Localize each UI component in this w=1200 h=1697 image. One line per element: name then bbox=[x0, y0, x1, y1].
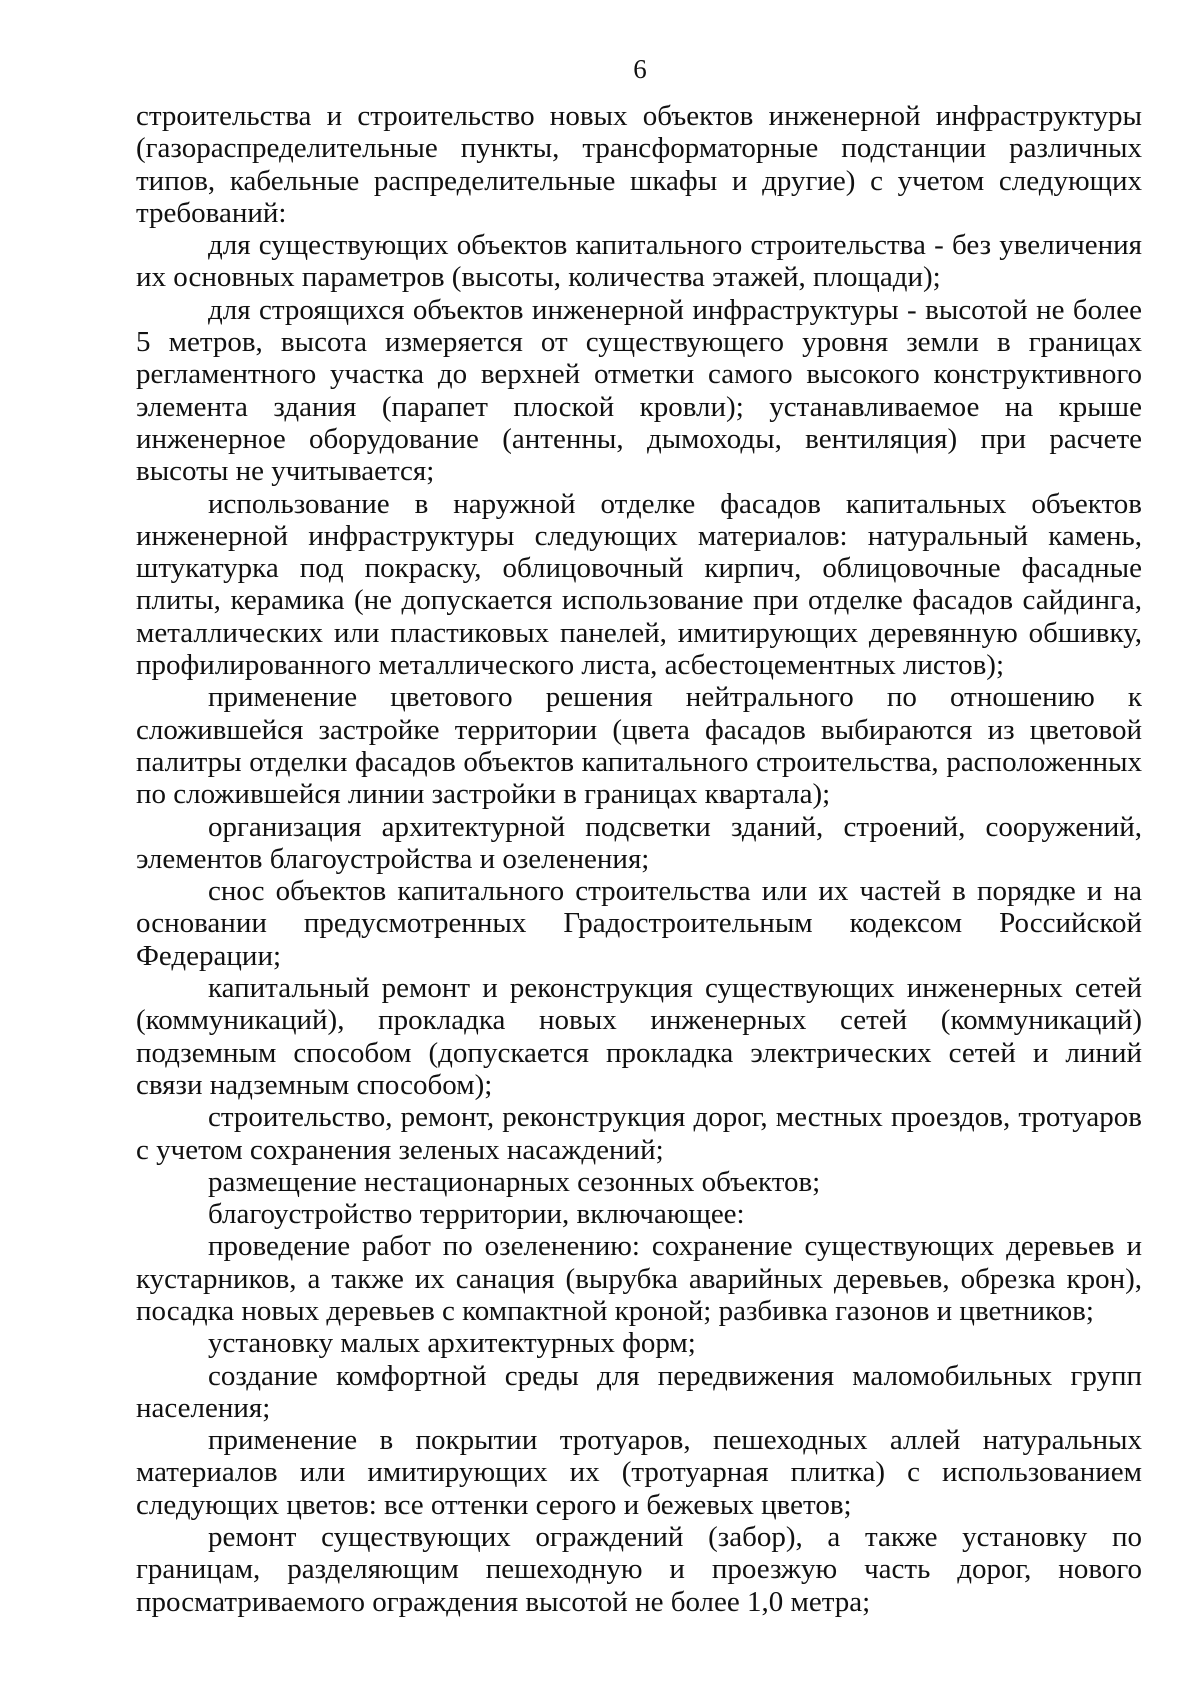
page-number: 6 bbox=[633, 54, 647, 84]
paragraph-fences: ремонт существующих ограждений (забор), а также установку по границам, разделяющим пешеходную и проезжую часть дорог, нового просматриваемого ограждения высотой не более 1,0 метра; bbox=[136, 1521, 1142, 1618]
paragraph-height-limit: для строящихся объектов инженерной инфраструктуры - высотой не более 5 метров, высота измеряется от существующего уровня земли в границах регламентного участка до верхней отметки самого высокого конструктивного элемента здания (парапет плоской кровли); устанавливаемое на крыше инженерное оборудование (антенны, дымоходы, вентиляция) при расчете высоты не учитывается; bbox=[136, 293, 1142, 488]
paragraph-continuation: строительства и строительство новых объектов инженерной инфраструктуры (газораспределительные пункты, трансформаторные подстанции различных типов, кабельные распределительные шкафы и другие) с учетом следующих требований: bbox=[136, 100, 1142, 229]
paragraph-accessibility: создание комфортной среды для передвижения маломобильных групп населения; bbox=[136, 1359, 1142, 1424]
paragraph-facade-materials: использование в наружной отделке фасадов капитальных объектов инженерной инфраструктуры следующих материалов: натуральный камень, штукатурка под покраску, облицовочный кирпич, облицовочные фасадные плиты, керамика (не допускается использование при отделке фасадов сайдинга, металлических или пластиковых панелей, имитирующих деревянную обшивку, профилированного металлического листа, асбестоцементных листов); bbox=[136, 487, 1142, 682]
paragraph-lighting: организация архитектурной подсветки зданий, строений, сооружений, элементов благоустройства и озеленения; bbox=[136, 810, 1142, 875]
paragraph-seasonal-objects: размещение нестационарных сезонных объектов; bbox=[208, 1165, 821, 1198]
paragraph-existing-objects: для существующих объектов капитального строительства - без увеличения их основных параметров (высоты, количества этажей, площади); bbox=[136, 229, 1142, 294]
paragraph-utility-networks: капитальный ремонт и реконструкция существующих инженерных сетей (коммуникаций), прокладка новых инженерных сетей (коммуникаций) подземным способом (допускается прокладка электрических сетей и линий связи надземным способом); bbox=[136, 972, 1142, 1101]
paragraph-roads: строительство, ремонт, реконструкция дорог, местных проездов, тротуаров с учетом сохранения зеленых насаждений; bbox=[136, 1101, 1142, 1166]
document-body bbox=[136, 100, 1142, 1618]
paragraph-color-solution: применение цветового решения нейтрального по отношению к сложившейся застройке территории (цвета фасадов выбираются из цветовой палитры отделки фасадов объектов капитального строительства, расположенных по сложившейся линии застройки в границах квартала); bbox=[136, 681, 1142, 811]
paragraph-landscaping: благоустройство территории, включающее: bbox=[208, 1198, 745, 1231]
paragraph-small-forms: установку малых архитектурных форм; bbox=[208, 1327, 696, 1360]
paragraph-greening: проведение работ по озеленению: сохранение существующих деревьев и кустарников, а также их санация (вырубка аварийных деревьев, обрезка крон), посадка новых деревьев с компактной кроной; разбивка газонов и цветников; bbox=[136, 1230, 1142, 1327]
paragraph-pavement: применение в покрытии тротуаров, пешеходных аллей натуральных материалов или имитирующих их (тротуарная плитка) с использованием следующих цветов: все оттенки серого и бежевых цветов; bbox=[136, 1424, 1142, 1521]
paragraph-demolition: снос объектов капитального строительства или их частей в порядке и на основании предусмотренных Градостроительным кодексом Российской Федерации; bbox=[136, 875, 1142, 972]
